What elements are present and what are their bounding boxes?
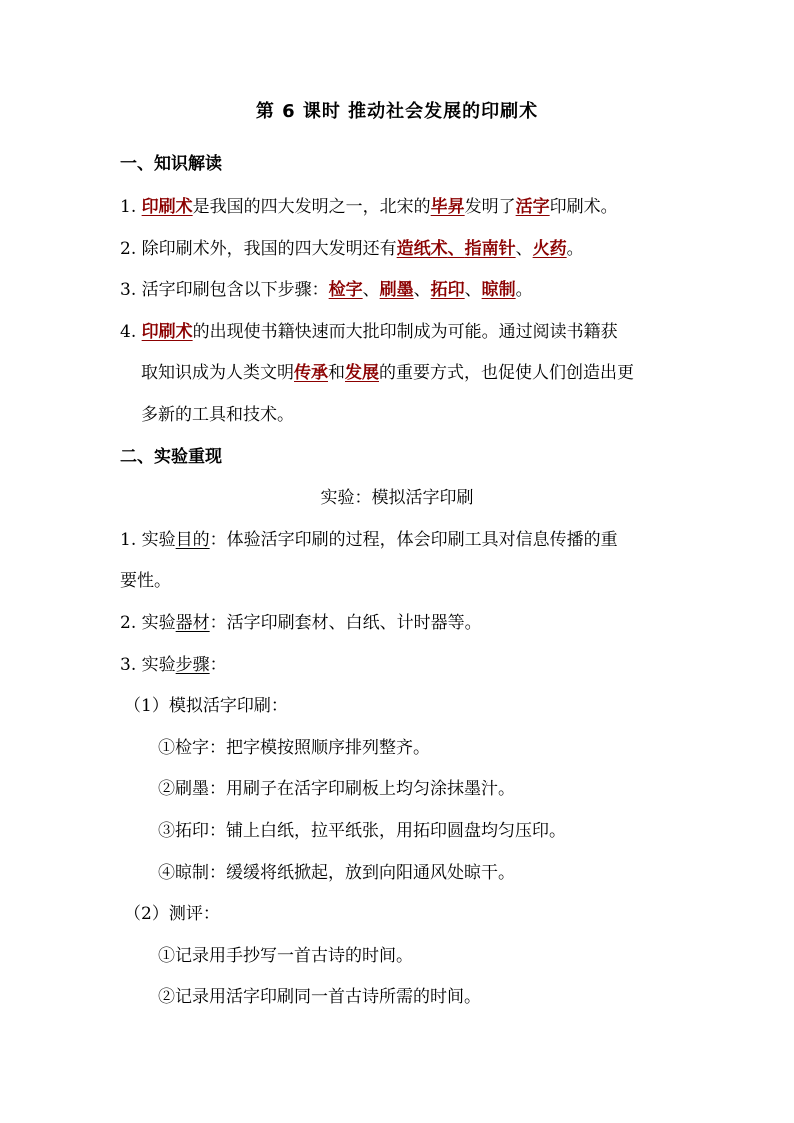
answer-blank: 活字 (515, 197, 550, 217)
item-text: 除印刷术外，我国的四大发明还有 (141, 239, 397, 259)
separator: 、 (515, 239, 533, 259)
answer-blank: 刷墨 (379, 280, 414, 300)
step-2: ②刷墨：用刷子在活字印刷板上均匀涂抹墨汁。 (158, 779, 515, 799)
answer-blank: 发展 (345, 363, 379, 383)
item-text: 。 (566, 239, 584, 259)
item-text: ：活字印刷套材、白纸、计时器等。 (209, 613, 482, 633)
section-heading-experiment: 二、实验重现 (120, 447, 222, 467)
item-text: 实验 (141, 613, 176, 633)
knowledge-item-3 (120, 278, 533, 302)
page-title: 第 6 课时 推动社会发展的印刷术 (255, 101, 539, 122)
underlined-keyword: 目的 (175, 530, 210, 550)
knowledge-item-4 (120, 320, 618, 344)
answer-blank: 印刷术 (141, 197, 193, 217)
evaluation-2: ②记录用活字印刷同一首古诗所需的时间。 (158, 987, 481, 1007)
item-number: 3. (120, 655, 137, 675)
sub-heading-simulate: （1）模拟活字印刷： (124, 696, 288, 716)
item-text: 实验 (141, 530, 176, 550)
answer-blank: 拓印 (430, 280, 465, 300)
step-1: ①检字：把字模按照顺序排列整齐。 (158, 738, 430, 758)
answer-blank: 火药 (532, 239, 567, 259)
experiment-steps (120, 653, 227, 677)
section-heading-knowledge: 一、知识解读 (120, 154, 222, 174)
item-number: 1. (120, 197, 137, 217)
separator: 、 (413, 280, 431, 300)
answer-blank: 传承 (294, 363, 328, 383)
experiment-equipment (120, 611, 482, 635)
item-number: 1. (120, 530, 137, 550)
item-number: 2. (120, 613, 137, 633)
experiment-purpose (120, 528, 618, 552)
experiment-purpose-line-2: 要性。 (120, 571, 171, 591)
answer-blank: 指南针 (464, 239, 516, 259)
knowledge-item-2 (120, 237, 584, 261)
separator: 、 (362, 280, 380, 300)
evaluation-1: ①记录用手抄写一首古诗的时间。 (158, 946, 413, 966)
answer-blank: 检字 (328, 280, 363, 300)
item-text: 。 (515, 280, 533, 300)
answer-blank: 毕昇 (430, 197, 465, 217)
underlined-keyword: 器材 (175, 613, 210, 633)
experiment-title: 实验：模拟活字印刷 (320, 488, 474, 508)
item-text: 的重要方式，也促使人们创造出更 (379, 363, 634, 383)
item-text: 的出现使书籍快速而大批印制成为可能。通过阅读书籍获 (192, 322, 618, 342)
item-text: 活字印刷包含以下步骤： (141, 280, 329, 300)
item-text: 和 (328, 363, 345, 383)
sub-heading-evaluation: （2）测评： (124, 904, 220, 924)
answer-blank: 造纸术 (396, 239, 448, 259)
item-text: 实验 (141, 655, 176, 675)
separator: 、 (464, 280, 482, 300)
item-number: 2. (120, 239, 137, 259)
separator: 、 (447, 239, 465, 259)
item-text: 印刷术。 (549, 197, 618, 217)
item-text: 是我国的四大发明之一，北宋的 (192, 197, 431, 217)
item-number: 4. (120, 322, 137, 342)
knowledge-item-4-line-2 (141, 361, 634, 385)
answer-blank: 晾制 (481, 280, 516, 300)
step-4: ④晾制：缓缓将纸掀起，放到向阳通风处晾干。 (158, 863, 515, 883)
underlined-keyword: 步骤 (175, 655, 210, 675)
item-text: ：体验活字印刷的过程，体会印刷工具对信息传播的重 (209, 530, 618, 550)
knowledge-item-4-line-3: 多新的工具和技术。 (141, 405, 294, 425)
knowledge-item-1 (120, 195, 618, 219)
step-3: ③拓印：铺上白纸，拉平纸张，用拓印圆盘均匀压印。 (158, 821, 566, 841)
answer-blank: 印刷术 (141, 322, 193, 342)
item-text: 取知识成为人类文明 (141, 363, 294, 383)
item-text: 发明了 (464, 197, 516, 217)
item-text: ： (209, 655, 227, 675)
item-number: 3. (120, 280, 137, 300)
